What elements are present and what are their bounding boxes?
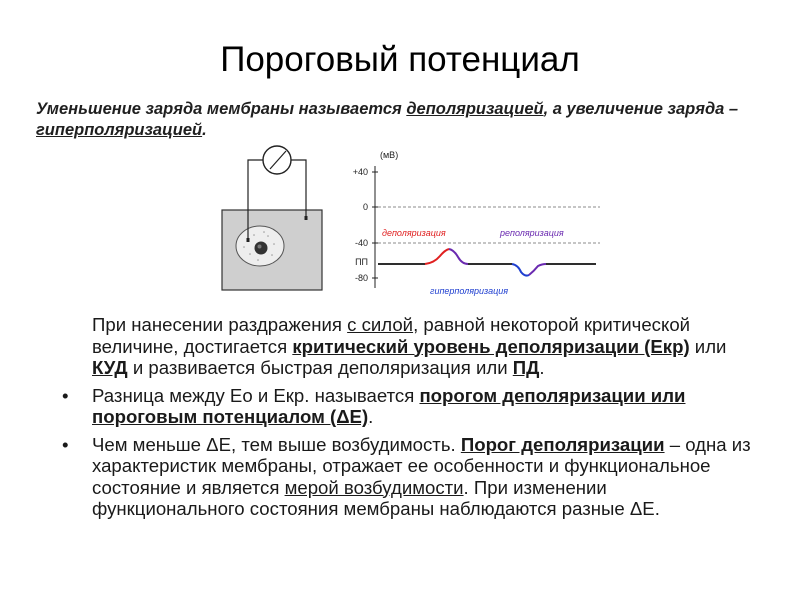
subtitle-text-2: , а увеличение заряда – bbox=[543, 100, 739, 118]
subtitle-term-depolarization: деполяризацией bbox=[406, 100, 544, 118]
bullet-1-term-kud: КУД bbox=[92, 357, 128, 378]
bullet-1-text-4: и развивается быстрая деполяризация или bbox=[127, 357, 513, 378]
subtitle-text-3: . bbox=[202, 121, 207, 139]
bullet-2-text-2: . bbox=[368, 406, 374, 427]
bullet-3-text-2: – одна из характеристик мембраны, отражает ее особенности и функциональное состояние и является bbox=[92, 433, 751, 498]
potential-chart bbox=[353, 150, 600, 296]
label-hyperpolarization: гиперполяризация bbox=[430, 286, 509, 296]
hyperpolarization-trace bbox=[512, 264, 529, 276]
chart-tick-label: +40 bbox=[352, 167, 368, 177]
chart-tick-label: 0 bbox=[362, 202, 368, 212]
recovery-trace bbox=[529, 264, 546, 275]
electrode-tip-right bbox=[305, 216, 308, 220]
bullet-2-term-threshold: порогом деполяризации или пороговым потенциалом (ΔЕ) bbox=[92, 384, 686, 427]
bullet-3-term-excitability-measure: мерой возбудимости bbox=[284, 476, 464, 498]
nucleus-highlight bbox=[258, 245, 262, 249]
label-depolarization: деполяризация bbox=[382, 228, 446, 238]
bullet-1-term-critical-level: критический уровень деполяризации (Екр) bbox=[292, 335, 690, 357]
cell-setup bbox=[222, 146, 322, 290]
chart-tick-label: -80 bbox=[354, 273, 368, 283]
chart-tick-label: ПП bbox=[355, 257, 368, 267]
bullet-3-text-3: . При изменении функционального состояния мембраны наблюдаются разные ΔЕ. bbox=[92, 476, 660, 519]
subtitle-term-hyperpolarization: гиперполяризацией bbox=[36, 121, 203, 139]
bullet-list bbox=[62, 314, 762, 526]
bullet-3-text-1: Чем меньше ΔЕ, тем выше возбудимость. bbox=[92, 433, 461, 455]
bullet-1-text-2: , равной некоторой критической величине, достигается bbox=[92, 314, 691, 357]
chart-tick-label: -40 bbox=[354, 238, 368, 248]
slide-subtitle bbox=[36, 99, 776, 141]
chart-unit-label: (мВ) bbox=[380, 150, 399, 160]
bullet-1-term-strength: с силой bbox=[347, 314, 414, 335]
bullet-2-text-1: Разница между Ео и Екр. называется bbox=[92, 384, 420, 406]
label-repolarization: реполяризация bbox=[500, 228, 564, 238]
slide-title: Пороговый потенциал bbox=[220, 40, 580, 79]
bullet-1-text-5: . bbox=[539, 357, 545, 378]
bullet-1-term-pd: ПД bbox=[512, 357, 540, 378]
bullet-item-3 bbox=[62, 434, 762, 520]
bullet-1-text-1: При нанесении раздражения bbox=[92, 314, 348, 335]
membrane-diagram bbox=[220, 140, 610, 300]
bullet-marker: • bbox=[62, 384, 69, 406]
bullet-item-1 bbox=[62, 314, 762, 379]
voltmeter-icon bbox=[263, 146, 291, 174]
bullet-1-text-3: или bbox=[689, 335, 727, 357]
bullet-3-term-threshold: Порог деполяризации bbox=[460, 433, 665, 455]
bullet-marker: • bbox=[62, 433, 69, 455]
depolarization-trace bbox=[425, 249, 449, 264]
electrode-tip-left bbox=[247, 238, 250, 242]
cell-nucleus bbox=[255, 242, 268, 255]
subtitle-text-1: Уменьшение заряда мембраны называется bbox=[36, 100, 407, 118]
electrode-wire-right bbox=[291, 160, 306, 218]
bullet-item-2 bbox=[62, 385, 762, 428]
repolarization-trace bbox=[449, 249, 468, 264]
